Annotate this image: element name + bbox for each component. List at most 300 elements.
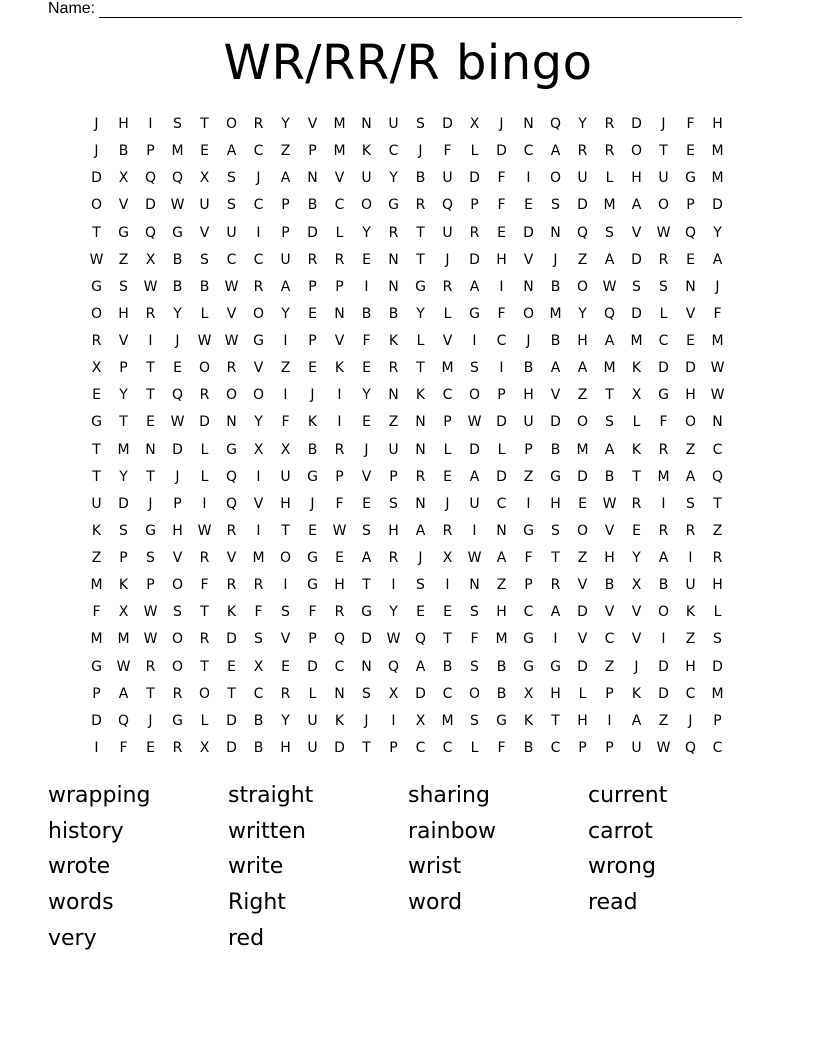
grid-letter: X — [253, 441, 264, 458]
grid-letter: N — [523, 278, 534, 295]
grid-letter: W — [656, 739, 671, 756]
grid-letter: J — [364, 712, 369, 729]
grid-letter: H — [712, 577, 723, 594]
grid-letter: O — [684, 414, 697, 431]
grid-letter: H — [118, 116, 129, 132]
grid-letter: C — [442, 685, 453, 702]
grid-letter: T — [146, 387, 155, 404]
grid-letter: M — [252, 550, 265, 566]
grid-letter: E — [497, 224, 506, 241]
grid-letter: E — [443, 604, 452, 621]
word-list-item: straight — [228, 783, 314, 808]
grid-letter: F — [686, 116, 695, 132]
grid-letter: Y — [578, 305, 587, 322]
grid-letter: K — [523, 712, 534, 729]
grid-letter: R — [658, 522, 669, 539]
grid-letter: Q — [549, 116, 562, 132]
grid-letter: S — [173, 604, 182, 621]
grid-letter: F — [497, 197, 506, 214]
grid-letter: O — [468, 387, 481, 404]
grid-letter: I — [283, 387, 288, 404]
grid-letter: R — [145, 305, 156, 322]
grid-letter: A — [118, 685, 129, 702]
grid-letter: K — [388, 333, 399, 349]
grid-letter: V — [334, 333, 345, 349]
grid-letter: E — [524, 197, 533, 214]
grid-letter: D — [226, 712, 237, 729]
grid-letter: C — [253, 197, 264, 214]
grid-letter: V — [550, 387, 561, 404]
grid-letter: U — [685, 577, 696, 594]
grid-letter: P — [713, 712, 722, 729]
grid-letter: J — [418, 550, 423, 566]
grid-letter: W — [656, 224, 671, 241]
grid-letter: U — [226, 224, 237, 241]
grid-letter: R — [253, 278, 264, 295]
grid-letter: I — [256, 522, 261, 539]
grid-letter: R — [199, 550, 210, 566]
grid-letter: E — [173, 360, 182, 377]
grid-letter: E — [686, 333, 695, 349]
grid-letter: U — [631, 739, 642, 756]
grid-letter: A — [685, 468, 696, 485]
grid-letter: H — [523, 387, 534, 404]
grid-letter: M — [657, 468, 670, 485]
grid-letter: D — [550, 414, 561, 431]
grid-letter: E — [443, 468, 452, 485]
grid-letter: V — [631, 604, 642, 621]
grid-letter: P — [146, 577, 155, 594]
grid-letter: C — [442, 387, 453, 404]
grid-letter: N — [415, 414, 426, 431]
grid-letter: J — [364, 441, 369, 458]
grid-letter: F — [497, 170, 506, 187]
word-list-item: Right — [228, 890, 286, 916]
grid-letter: D — [658, 658, 669, 675]
grid-letter: B — [118, 143, 129, 160]
grid-letter: E — [416, 604, 425, 621]
grid-letter: G — [172, 712, 183, 729]
grid-letter: S — [470, 360, 479, 377]
grid-letter: D — [631, 251, 642, 268]
page-title: WR/RR/R bingo — [223, 35, 593, 91]
grid-letter: K — [415, 387, 426, 404]
grid-letter: D — [631, 305, 642, 322]
grid-letter: S — [227, 170, 236, 187]
grid-letter: E — [362, 495, 371, 512]
grid-letter: M — [90, 631, 103, 648]
grid-letter: Z — [577, 251, 588, 268]
grid-letter: K — [118, 577, 129, 594]
grid-letter: H — [685, 387, 696, 404]
grid-letter: Q — [576, 224, 589, 241]
grid-letter: D — [469, 170, 480, 187]
grid-letter: R — [253, 577, 264, 594]
grid-letter: C — [712, 441, 723, 458]
grid-letter: O — [360, 197, 373, 214]
grid-letter: Z — [280, 360, 291, 377]
grid-letter: B — [253, 739, 264, 756]
grid-letter: C — [253, 251, 264, 268]
grid-letter: F — [308, 604, 317, 621]
grid-letter: R — [658, 441, 669, 458]
grid-letter: P — [146, 143, 155, 160]
grid-letter: D — [172, 441, 183, 458]
grid-letter: L — [470, 739, 479, 756]
grid-letter: R — [685, 522, 696, 539]
grid-letter: N — [334, 685, 345, 702]
grid-letter: J — [94, 116, 99, 132]
grid-letter: F — [713, 305, 722, 322]
grid-letter: G — [523, 631, 534, 648]
grid-letter: H — [388, 522, 399, 539]
grid-letter: Y — [254, 414, 263, 431]
word-list-item: write — [228, 854, 284, 880]
grid-letter: E — [632, 522, 641, 539]
grid-letter: S — [362, 685, 371, 702]
grid-letter: P — [308, 631, 317, 648]
grid-letter: S — [551, 522, 560, 539]
name-label: Name: — [48, 0, 96, 17]
grid-letter: S — [200, 251, 209, 268]
grid-letter: M — [441, 360, 454, 377]
grid-letter: D — [334, 739, 345, 756]
grid-letter: C — [712, 739, 723, 756]
grid-letter: A — [550, 360, 561, 377]
grid-letter: R — [199, 387, 210, 404]
grid-letter: C — [550, 739, 561, 756]
grid-letter: Y — [713, 224, 722, 241]
grid-letter: B — [361, 305, 372, 322]
grid-letter: Y — [416, 305, 425, 322]
grid-letter: M — [603, 360, 616, 377]
grid-letter: A — [226, 143, 237, 160]
grid-letter: L — [308, 685, 317, 702]
grid-letter: F — [497, 305, 506, 322]
grid-letter: H — [631, 170, 642, 187]
grid-letter: D — [226, 739, 237, 756]
name-underline — [99, 3, 742, 18]
grid-letter: L — [200, 468, 209, 485]
grid-letter: R — [442, 522, 453, 539]
grid-letter: I — [526, 495, 531, 512]
grid-letter: A — [604, 251, 615, 268]
name-field — [48, 0, 742, 18]
grid-letter: W — [386, 631, 401, 648]
grid-letter: D — [631, 116, 642, 132]
grid-letter: W — [197, 522, 212, 539]
grid-letter: W — [116, 658, 131, 675]
grid-letter: K — [685, 604, 696, 621]
grid-letter: B — [307, 197, 318, 214]
grid-letter: R — [388, 360, 399, 377]
grid-letter: Q — [441, 197, 454, 214]
grid-letter: L — [200, 305, 209, 322]
grid-letter: S — [659, 278, 668, 295]
grid-letter: H — [496, 251, 507, 268]
grid-letter: G — [685, 170, 696, 187]
grid-letter: E — [146, 739, 155, 756]
grid-letter: W — [197, 333, 212, 349]
grid-letter: O — [90, 197, 103, 214]
grid-letter: P — [578, 739, 587, 756]
grid-letter: J — [148, 712, 153, 729]
grid-letter: A — [469, 468, 480, 485]
grid-letter: G — [307, 468, 318, 485]
grid-letter: C — [496, 495, 507, 512]
grid-letter: A — [631, 197, 642, 214]
grid-letter: H — [604, 550, 615, 566]
word-list-item: very — [48, 925, 97, 951]
grid-letter: T — [443, 631, 452, 648]
grid-letter: D — [496, 414, 507, 431]
word-list-item: wrist — [408, 854, 462, 880]
grid-letter: U — [442, 170, 453, 187]
grid-letter: U — [199, 197, 210, 214]
grid-letter: E — [362, 414, 371, 431]
grid-letter: B — [172, 251, 183, 268]
grid-letter: P — [308, 143, 317, 160]
grid-letter: M — [171, 143, 184, 160]
grid-letter: Y — [578, 116, 587, 132]
grid-letter: J — [526, 333, 531, 349]
grid-letter: S — [389, 495, 398, 512]
grid-letter: V — [334, 170, 345, 187]
grid-letter: X — [388, 685, 399, 702]
grid-letter: Q — [333, 631, 346, 648]
grid-letter: R — [172, 685, 183, 702]
grid-letter: V — [631, 631, 642, 648]
grid-letter: X — [118, 170, 129, 187]
grid-letter: W — [143, 604, 158, 621]
grid-letter: I — [499, 278, 504, 295]
grid-letter: Y — [389, 604, 398, 621]
grid-letter: R — [226, 522, 237, 539]
grid-letter: V — [280, 631, 291, 648]
grid-letter: A — [361, 550, 372, 566]
grid-letter: L — [443, 305, 452, 322]
grid-letter: A — [631, 712, 642, 729]
grid-letter: E — [578, 495, 587, 512]
grid-letter: Z — [118, 251, 129, 268]
grid-letter: H — [496, 604, 507, 621]
grid-letter: S — [470, 712, 479, 729]
grid-letter: Z — [685, 631, 696, 648]
grid-letter: Q — [171, 387, 184, 404]
word-list-item: wrong — [588, 854, 656, 880]
grid-letter: X — [118, 604, 129, 621]
grid-letter: L — [200, 712, 209, 729]
grid-letter: Q — [117, 712, 130, 729]
grid-letter: D — [307, 658, 318, 675]
grid-letter: V — [604, 522, 615, 539]
grid-letter: N — [307, 170, 318, 187]
grid-letter: K — [334, 360, 345, 377]
grid-letter: G — [469, 305, 480, 322]
grid-letter: P — [524, 441, 533, 458]
grid-letter: G — [658, 387, 669, 404]
grid-letter: U — [442, 224, 453, 241]
grid-letter: R — [280, 685, 291, 702]
grid-letter: M — [117, 631, 130, 648]
grid-letter: T — [92, 468, 101, 485]
grid-letter: N — [388, 251, 399, 268]
grid-letter: G — [253, 333, 264, 349]
grid-letter: A — [577, 360, 588, 377]
grid-letter: G — [91, 658, 102, 675]
word-list-item: history — [48, 818, 124, 844]
grid-letter: Z — [604, 658, 615, 675]
grid-letter: R — [91, 333, 102, 349]
grid-letter: Z — [658, 712, 669, 729]
grid-letter: X — [631, 577, 642, 594]
grid-letter: D — [361, 631, 372, 648]
grid-letter: E — [281, 658, 290, 675]
grid-letter: J — [418, 143, 423, 160]
grid-letter: W — [710, 360, 725, 377]
grid-letter: G — [415, 278, 426, 295]
grid-letter: Y — [632, 550, 641, 566]
grid-letter: Z — [712, 522, 723, 539]
grid-letter: K — [91, 522, 102, 539]
grid-letter: Q — [414, 631, 427, 648]
grid-letter: O — [279, 550, 292, 566]
grid-letter: I — [337, 387, 342, 404]
grid-letter: W — [602, 495, 617, 512]
grid-letter: H — [550, 685, 561, 702]
grid-letter: B — [550, 333, 561, 349]
grid-letter: R — [415, 468, 426, 485]
grid-letter: O — [225, 387, 238, 404]
grid-letter: W — [224, 333, 239, 349]
grid-letter: O — [171, 577, 184, 594]
grid-letter: G — [523, 658, 534, 675]
grid-letter: L — [470, 143, 479, 160]
grid-letter: I — [661, 631, 666, 648]
grid-letter: B — [523, 360, 534, 377]
grid-letter: I — [148, 333, 153, 349]
grid-letter: V — [604, 604, 615, 621]
grid-letter: M — [576, 441, 589, 458]
grid-letter: T — [632, 468, 641, 485]
grid-letter: H — [550, 495, 561, 512]
grid-letter: V — [199, 224, 210, 241]
grid-letter: K — [631, 441, 642, 458]
grid-letter: W — [332, 522, 347, 539]
grid-letter: R — [253, 116, 264, 132]
grid-letter: R — [415, 197, 426, 214]
grid-letter: D — [199, 414, 210, 431]
grid-letter: E — [362, 360, 371, 377]
grid-letter: T — [551, 550, 560, 566]
grid-letter: H — [334, 577, 345, 594]
grid-letter: S — [173, 116, 182, 132]
grid-letter: B — [172, 278, 183, 295]
grid-letter: K — [307, 414, 318, 431]
grid-letter: O — [576, 522, 589, 539]
grid-letter: R — [307, 251, 318, 268]
grid-letter: U — [577, 170, 588, 187]
grid-letter: D — [469, 441, 480, 458]
grid-letter: E — [362, 251, 371, 268]
grid-letter: C — [442, 739, 453, 756]
grid-letter: W — [143, 631, 158, 648]
word-list-item: word — [408, 890, 463, 916]
grid-letter: T — [416, 224, 425, 241]
grid-letter: C — [253, 143, 264, 160]
grid-letter: W — [467, 550, 482, 566]
grid-letter: L — [200, 441, 209, 458]
grid-letter: K — [226, 604, 237, 621]
grid-letter: C — [685, 685, 696, 702]
grid-letter: I — [553, 631, 558, 648]
grid-letter: V — [685, 305, 696, 322]
word-list-item: rainbow — [408, 818, 496, 844]
grid-letter: N — [334, 305, 345, 322]
grid-letter: U — [388, 441, 399, 458]
grid-letter: D — [496, 468, 507, 485]
grid-letter: J — [661, 116, 666, 132]
grid-letter: P — [308, 278, 317, 295]
grid-letter: J — [715, 278, 720, 295]
grid-letter: I — [526, 170, 531, 187]
grid-letter: C — [496, 333, 507, 349]
grid-letter: H — [280, 495, 291, 512]
grid-letter: C — [253, 685, 264, 702]
grid-letter: C — [226, 251, 237, 268]
grid-letter: Q — [225, 495, 238, 512]
grid-letter: E — [200, 143, 209, 160]
word-list — [48, 778, 768, 956]
grid-letter: T — [146, 685, 155, 702]
grid-letter: C — [658, 333, 669, 349]
grid-letter: S — [713, 631, 722, 648]
grid-letter: E — [146, 414, 155, 431]
grid-letter: V — [523, 251, 534, 268]
grid-letter: G — [118, 224, 129, 241]
grid-letter: A — [604, 333, 615, 349]
grid-letter: B — [388, 305, 399, 322]
grid-letter: T — [713, 495, 722, 512]
grid-letter: X — [199, 739, 210, 756]
word-list-item: words — [48, 890, 114, 916]
grid-letter: M — [603, 197, 616, 214]
grid-letter: M — [441, 712, 454, 729]
grid-letter: E — [686, 143, 695, 160]
grid-letter: W — [710, 387, 725, 404]
grid-letter: F — [362, 333, 371, 349]
grid-letter: B — [604, 468, 615, 485]
grid-letter: V — [226, 550, 237, 566]
grid-letter: A — [550, 143, 561, 160]
grid-letter: N — [469, 577, 480, 594]
grid-letter: G — [496, 712, 507, 729]
grid-letter: O — [468, 685, 481, 702]
grid-letter: R — [334, 251, 345, 268]
grid-letter: V — [118, 197, 129, 214]
grid-letter: N — [388, 387, 399, 404]
grid-letter: W — [602, 278, 617, 295]
grid-letter: I — [256, 224, 261, 241]
grid-letter: N — [361, 658, 372, 675]
grid-letter: N — [361, 116, 372, 132]
grid-letter: T — [146, 360, 155, 377]
grid-letter: B — [658, 577, 669, 594]
grid-letter: S — [632, 278, 641, 295]
grid-letter: R — [388, 550, 399, 566]
grid-letter: H — [577, 333, 588, 349]
grid-letter: T — [92, 224, 101, 241]
